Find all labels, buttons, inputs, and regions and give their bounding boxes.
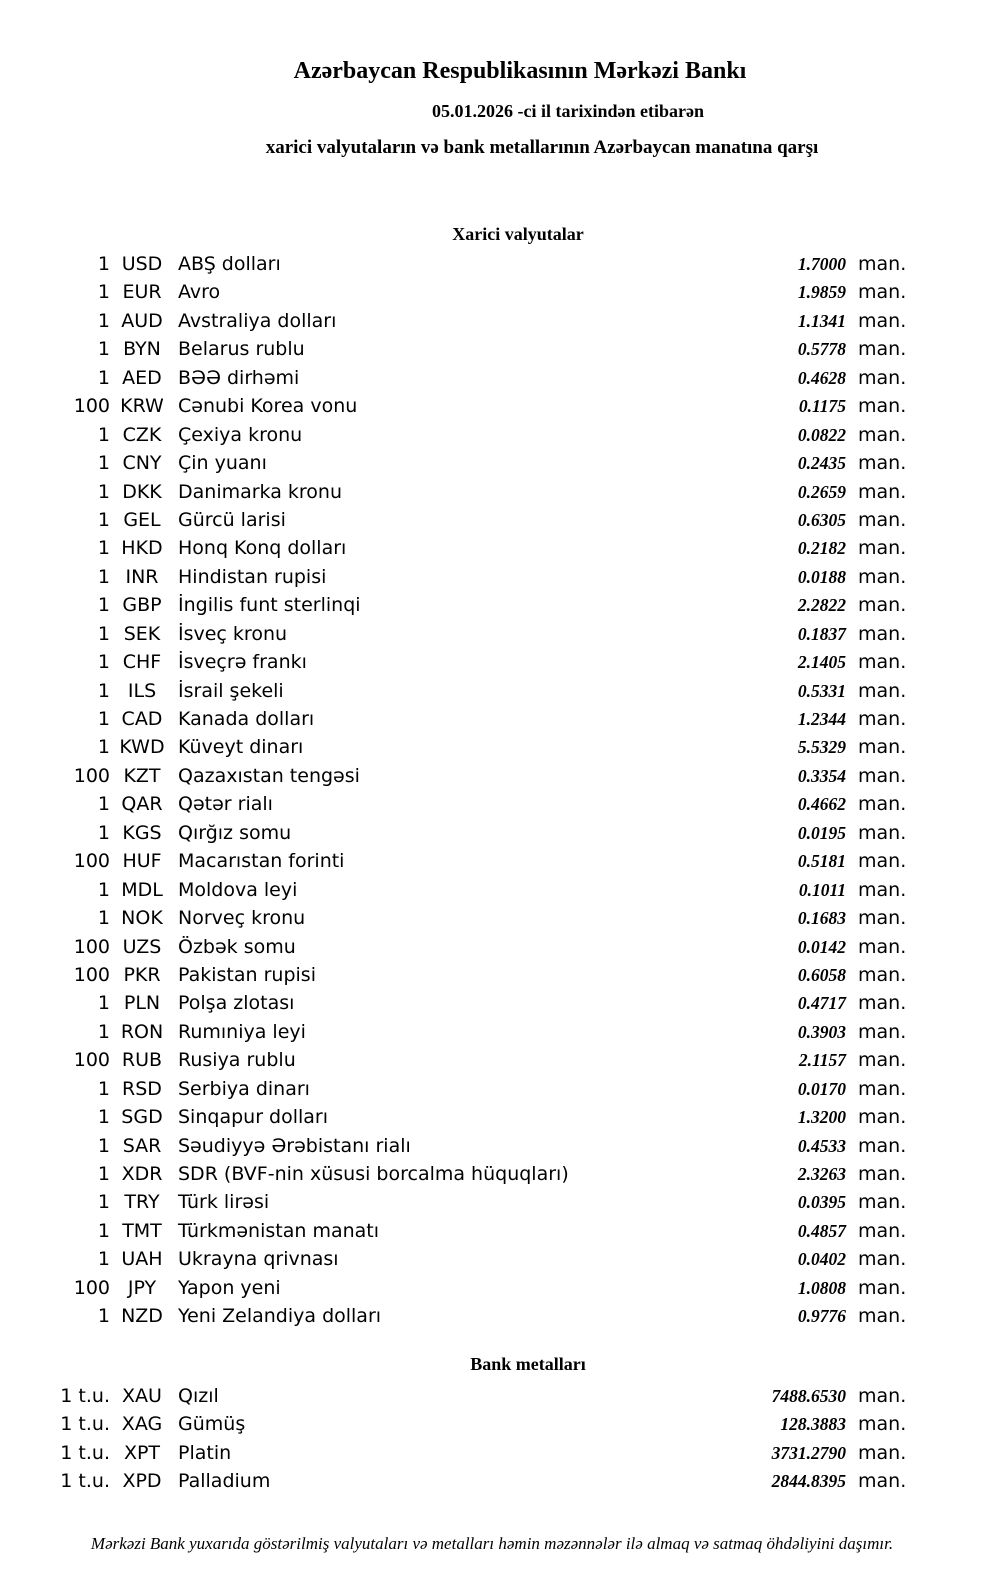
currency-code: XPT — [123, 1441, 161, 1464]
currency-row — [0, 1274, 984, 1302]
currency-code: SGD — [121, 1106, 163, 1129]
quantity: 1 t.u. — [60, 1413, 110, 1436]
exchange-rate: 0.4717 — [797, 993, 846, 1014]
currency-name: Danimarka kronu — [178, 480, 343, 503]
currency-name: Səudiyyə Ərəbistanı rialı — [178, 1134, 411, 1157]
exchange-rate: 0.1837 — [797, 623, 846, 644]
unit-label: man. — [858, 565, 907, 588]
quantity: 1 t.u. — [60, 1441, 110, 1464]
currency-name: Palladium — [178, 1470, 271, 1493]
exchange-rate: 5.5329 — [797, 737, 846, 758]
unit-label: man. — [858, 1385, 907, 1407]
unit-label: man. — [858, 1106, 907, 1129]
exchange-rate: 0.0188 — [797, 566, 846, 587]
unit-label: man. — [858, 1191, 907, 1214]
currency-name: İsrail şekeli — [178, 679, 284, 702]
currency-row — [0, 819, 984, 847]
unit-label: man. — [858, 1077, 907, 1100]
quantity: 1 — [97, 480, 110, 503]
currency-code: AED — [122, 366, 162, 389]
exchange-rate: 3731.2790 — [771, 1442, 846, 1463]
currency-code: JPY — [127, 1276, 157, 1299]
metals-section-title: Bank metalları — [470, 1354, 586, 1374]
currency-code: GEL — [123, 508, 161, 531]
unit-label: man. — [858, 1219, 907, 1242]
document-header — [0, 0, 984, 158]
unit-label: man. — [858, 1470, 907, 1493]
exchange-rate: 0.0395 — [797, 1192, 846, 1213]
metal-rates-table — [0, 1382, 984, 1496]
currency-row — [0, 1132, 984, 1160]
quantity: 1 — [97, 878, 110, 901]
quantity: 1 — [97, 565, 110, 588]
currency-name: Qazaxıstan tengəsi — [178, 764, 360, 787]
exchange-rate: 0.2182 — [797, 538, 846, 559]
exchange-rate: 0.6305 — [797, 509, 846, 530]
exchange-rate: 0.0822 — [797, 424, 846, 445]
unit-label: man. — [858, 736, 907, 759]
quantity: 1 — [97, 423, 110, 446]
quantity: 1 — [97, 1191, 110, 1214]
currency-name: Serbiya dinarı — [178, 1077, 310, 1100]
currency-code: CZK — [122, 423, 162, 446]
quantity: 100 — [73, 963, 110, 986]
exchange-rate: 2.2822 — [797, 595, 846, 616]
exchange-rate: 0.4857 — [797, 1220, 846, 1241]
currency-name: Norveç kronu — [178, 907, 306, 930]
currency-code: UZS — [122, 935, 162, 958]
unit-label: man. — [858, 480, 907, 503]
currency-row — [0, 762, 984, 790]
currency-name: Cənubi Korea vonu — [178, 395, 358, 418]
quantity: 1 — [97, 907, 110, 930]
quantity: 1 — [97, 1077, 110, 1100]
currency-row — [0, 904, 984, 932]
unit-label: man. — [858, 793, 907, 816]
currency-name: Moldova leyi — [178, 878, 298, 901]
quantity: 1 — [97, 708, 110, 730]
quantity: 1 — [97, 1305, 110, 1328]
exchange-rate: 2.1405 — [797, 652, 846, 673]
unit-label: man. — [858, 1248, 907, 1271]
quantity: 100 — [73, 764, 110, 787]
currency-name: Çexiya kronu — [178, 423, 303, 446]
currency-code: RUB — [121, 1049, 163, 1072]
currency-row — [0, 335, 984, 363]
exchange-rate: 1.2344 — [797, 709, 846, 729]
currency-name: Qızıl — [178, 1385, 219, 1407]
currency-name: Sinqapur dolları — [178, 1106, 329, 1129]
currency-code: NZD — [121, 1305, 163, 1328]
exchange-rate: 7488.6530 — [771, 1386, 846, 1406]
quantity: 100 — [73, 935, 110, 958]
unit-label: man. — [858, 850, 907, 873]
currency-code: TRY — [124, 1191, 160, 1214]
currency-code: ILS — [127, 679, 157, 702]
currency-code: CNY — [122, 452, 162, 475]
currencies-section-title: Xarici valyutalar — [452, 224, 584, 244]
exchange-rate: 128.3883 — [780, 1414, 846, 1435]
metal-row — [0, 1439, 984, 1467]
currency-name: Belarus rublu — [178, 338, 305, 361]
unit-label: man. — [858, 1049, 907, 1072]
currency-row — [0, 1075, 984, 1103]
currency-row — [0, 563, 984, 591]
currency-name: Gürcü larisi — [178, 508, 286, 531]
currency-name: Yeni Zelandiya dolları — [178, 1305, 382, 1328]
unit-label: man. — [858, 1305, 907, 1328]
unit-label: man. — [858, 622, 907, 645]
quantity: 1 — [97, 1134, 110, 1157]
exchange-rate: 2844.8395 — [771, 1471, 846, 1492]
exchange-rate: 0.1011 — [798, 879, 846, 900]
currency-code: RSD — [122, 1077, 162, 1100]
quantity: 1 — [97, 1163, 110, 1185]
quantity: 1 — [97, 992, 110, 1015]
currency-row — [0, 1302, 984, 1330]
exchange-rate: 0.5331 — [797, 680, 846, 701]
currency-row — [0, 961, 984, 989]
currency-name: Hindistan rupisi — [178, 565, 327, 588]
currency-name: Rumıniya leyi — [178, 1020, 306, 1043]
currency-code: MDL — [121, 878, 163, 901]
currency-code: GBP — [122, 594, 162, 617]
currency-row — [0, 989, 984, 1017]
currency-code: CHF — [122, 651, 162, 674]
exchange-rate: 0.4533 — [797, 1135, 846, 1156]
exchange-rate: 1.7000 — [797, 254, 846, 274]
currency-name: Avro — [178, 281, 221, 304]
unit-label: man. — [858, 821, 907, 844]
unit-label: man. — [858, 963, 907, 986]
quantity: 1 — [97, 679, 110, 702]
quantity: 1 — [97, 366, 110, 389]
quantity: 1 — [97, 338, 110, 361]
exchange-rate: 0.3354 — [797, 765, 846, 786]
currency-code: AUD — [121, 309, 163, 332]
quantity: 1 — [97, 1248, 110, 1271]
unit-label: man. — [858, 1441, 907, 1464]
currency-row — [0, 733, 984, 761]
currency-row — [0, 307, 984, 335]
currency-row — [0, 421, 984, 449]
currency-code: RON — [120, 1020, 164, 1043]
currency-name: Kanada dolları — [178, 708, 315, 730]
currency-code: SEK — [123, 622, 161, 645]
unit-label: man. — [858, 338, 907, 361]
currency-code: XDR — [121, 1163, 163, 1185]
currency-name: Ukrayna qrivnası — [178, 1248, 339, 1271]
exchange-rate: 0.9776 — [797, 1306, 846, 1327]
currency-name: Çin yuanı — [178, 452, 267, 475]
currency-name: ABŞ dolları — [178, 253, 281, 275]
currency-name: İsveç kronu — [178, 622, 288, 645]
exchange-rate: 0.1175 — [798, 396, 846, 417]
currency-row — [0, 1245, 984, 1273]
currency-code: CAD — [121, 708, 163, 730]
exchange-rate: 0.5181 — [797, 851, 846, 872]
unit-label: man. — [858, 935, 907, 958]
currency-name: Polşa zlotası — [178, 992, 295, 1015]
currency-code: INR — [125, 565, 159, 588]
exchange-rate: 0.0170 — [797, 1078, 846, 1099]
currency-row — [0, 1217, 984, 1245]
exchange-rate: 1.0808 — [797, 1277, 846, 1298]
unit-label: man. — [858, 537, 907, 560]
currency-name: Küveyt dinarı — [178, 736, 304, 759]
currency-row — [0, 478, 984, 506]
currency-name: Rusiya rublu — [178, 1049, 296, 1072]
unit-label: man. — [858, 1163, 907, 1185]
currency-row — [0, 392, 984, 420]
currency-row — [0, 705, 984, 733]
exchange-rate: 2.3263 — [797, 1164, 846, 1184]
currency-code: HUF — [122, 850, 162, 873]
currency-code: KWD — [119, 736, 165, 759]
exchange-rate: 0.3903 — [797, 1021, 846, 1042]
currency-row — [0, 534, 984, 562]
exchange-rate: 0.4662 — [797, 794, 846, 815]
quantity: 1 — [97, 253, 110, 275]
currency-code: EUR — [122, 281, 162, 304]
bank-title: Azərbaycan Respublikasının Mərkəzi Bankı — [293, 58, 747, 84]
unit-label: man. — [858, 594, 907, 617]
currency-code: XAG — [121, 1413, 163, 1436]
currency-row — [0, 790, 984, 818]
currency-row — [0, 620, 984, 648]
quantity: 1 — [97, 651, 110, 674]
unit-label: man. — [858, 366, 907, 389]
quantity: 100 — [73, 850, 110, 873]
currency-code: KZT — [123, 764, 161, 787]
currency-row — [0, 364, 984, 392]
currency-name: Özbək somu — [178, 935, 296, 958]
currency-row — [0, 847, 984, 875]
quantity: 1 — [97, 736, 110, 759]
currency-name: Yapon yeni — [178, 1276, 281, 1299]
currency-row — [0, 250, 984, 278]
currency-code: USD — [121, 253, 163, 275]
unit-label: man. — [858, 708, 907, 730]
currency-row — [0, 933, 984, 961]
currency-code: XPD — [122, 1470, 162, 1493]
currency-row — [0, 1160, 984, 1188]
metal-row — [0, 1410, 984, 1438]
currency-name: Türk lirəsi — [178, 1191, 270, 1214]
exchange-rate: 2.1157 — [798, 1050, 846, 1071]
metal-row — [0, 1382, 984, 1410]
currency-code: PKR — [123, 963, 161, 986]
unit-label: man. — [858, 878, 907, 901]
quantity: 1 — [97, 1106, 110, 1129]
currency-row — [0, 278, 984, 306]
currency-code: XAU — [122, 1385, 162, 1407]
exchange-rate: 0.0142 — [797, 936, 846, 957]
effective-date-line: 05.01.2026 -ci il tarixindən etibarən — [432, 101, 704, 121]
quantity: 1 — [97, 821, 110, 844]
exchange-rate: 1.3200 — [797, 1107, 846, 1128]
quantity: 1 — [97, 281, 110, 304]
unit-label: man. — [858, 309, 907, 332]
unit-label: man. — [858, 1276, 907, 1299]
currency-name: İngilis funt sterlinqi — [178, 594, 361, 617]
unit-label: man. — [858, 1413, 907, 1436]
exchange-rate: 0.1683 — [797, 908, 846, 929]
exchange-rate: 0.5778 — [797, 339, 846, 360]
currency-name: Türkmənistan manatı — [178, 1219, 380, 1242]
exchange-rate: 0.0195 — [797, 822, 846, 843]
currency-name: Macarıstan forinti — [178, 850, 345, 873]
currency-code: SAR — [122, 1134, 162, 1157]
exchange-rate: 0.4628 — [797, 367, 846, 388]
currency-row — [0, 876, 984, 904]
document-subtitle: xarici valyutaların və bank metallarının Azərbaycan manatına qarşı — [265, 137, 819, 158]
currency-row — [0, 591, 984, 619]
unit-label: man. — [858, 1020, 907, 1043]
quantity: 1 — [97, 309, 110, 332]
metal-row — [0, 1467, 984, 1495]
currency-name: Qırğız somu — [178, 821, 292, 844]
currency-row — [0, 1018, 984, 1046]
currency-code: PLN — [123, 992, 161, 1015]
currency-code: UAH — [121, 1248, 163, 1271]
quantity: 1 — [97, 622, 110, 645]
unit-label: man. — [858, 423, 907, 446]
exchange-rate: 0.0402 — [797, 1249, 846, 1270]
unit-label: man. — [858, 281, 907, 304]
currency-name: SDR (BVF-nin xüsusi borcalma hüquqları) — [178, 1163, 569, 1185]
unit-label: man. — [858, 907, 907, 930]
quantity: 1 — [97, 537, 110, 560]
currency-code: NOK — [121, 907, 163, 930]
currency-name: Platin — [178, 1441, 232, 1464]
exchange-rate: 1.1341 — [797, 310, 846, 331]
quantity: 1 — [97, 1219, 110, 1242]
currency-name: Qətər rialı — [178, 793, 273, 816]
quantity: 1 — [97, 508, 110, 531]
exchange-rate: 1.9859 — [797, 282, 846, 303]
quantity: 100 — [73, 1276, 110, 1299]
currency-name: Gümüş — [178, 1413, 246, 1436]
currency-code: QAR — [121, 793, 163, 816]
quantity: 1 t.u. — [60, 1470, 110, 1493]
quantity: 1 — [97, 1020, 110, 1043]
currency-row — [0, 677, 984, 705]
currency-name: Avstraliya dolları — [178, 309, 337, 332]
currency-code: KGS — [122, 821, 162, 844]
currency-row — [0, 1046, 984, 1074]
currency-row — [0, 449, 984, 477]
unit-label: man. — [858, 992, 907, 1015]
currency-code: HKD — [121, 537, 163, 560]
currency-rates-table — [0, 250, 984, 1331]
unit-label: man. — [858, 651, 907, 674]
currency-name: İsveçrə frankı — [178, 651, 307, 674]
unit-label: man. — [858, 764, 907, 787]
quantity: 1 t.u. — [60, 1385, 110, 1407]
currency-name: Pakistan rupisi — [178, 963, 316, 986]
exchange-rate: 0.2659 — [797, 481, 846, 502]
currency-name: Honq Konq dolları — [178, 537, 347, 560]
quantity: 100 — [73, 1049, 110, 1072]
quantity: 1 — [97, 594, 110, 617]
currency-code: BYN — [123, 338, 161, 361]
currency-row — [0, 506, 984, 534]
currency-row — [0, 1103, 984, 1131]
currency-name: BƏƏ dirhəmi — [178, 366, 300, 389]
quantity: 100 — [73, 395, 110, 418]
disclaimer-text: Mərkəzi Bank yuxarıda göstərilmiş valyutaları və metalları həmin məzənnələr ilə almaq və satmaq öhdəliyini daşımır. — [90, 1534, 894, 1553]
quantity: 1 — [97, 452, 110, 475]
unit-label: man. — [858, 679, 907, 702]
currency-code: TMT — [122, 1219, 162, 1242]
unit-label: man. — [858, 452, 907, 475]
unit-label: man. — [858, 508, 907, 531]
unit-label: man. — [858, 1134, 907, 1157]
currency-row — [0, 1188, 984, 1216]
currency-code: KRW — [120, 395, 164, 418]
exchange-rate: 0.6058 — [797, 964, 846, 985]
currency-row — [0, 648, 984, 676]
quantity: 1 — [97, 793, 110, 816]
currency-code: DKK — [122, 480, 162, 503]
exchange-rate: 0.2435 — [797, 453, 846, 474]
unit-label: man. — [858, 395, 907, 418]
unit-label: man. — [858, 253, 907, 275]
